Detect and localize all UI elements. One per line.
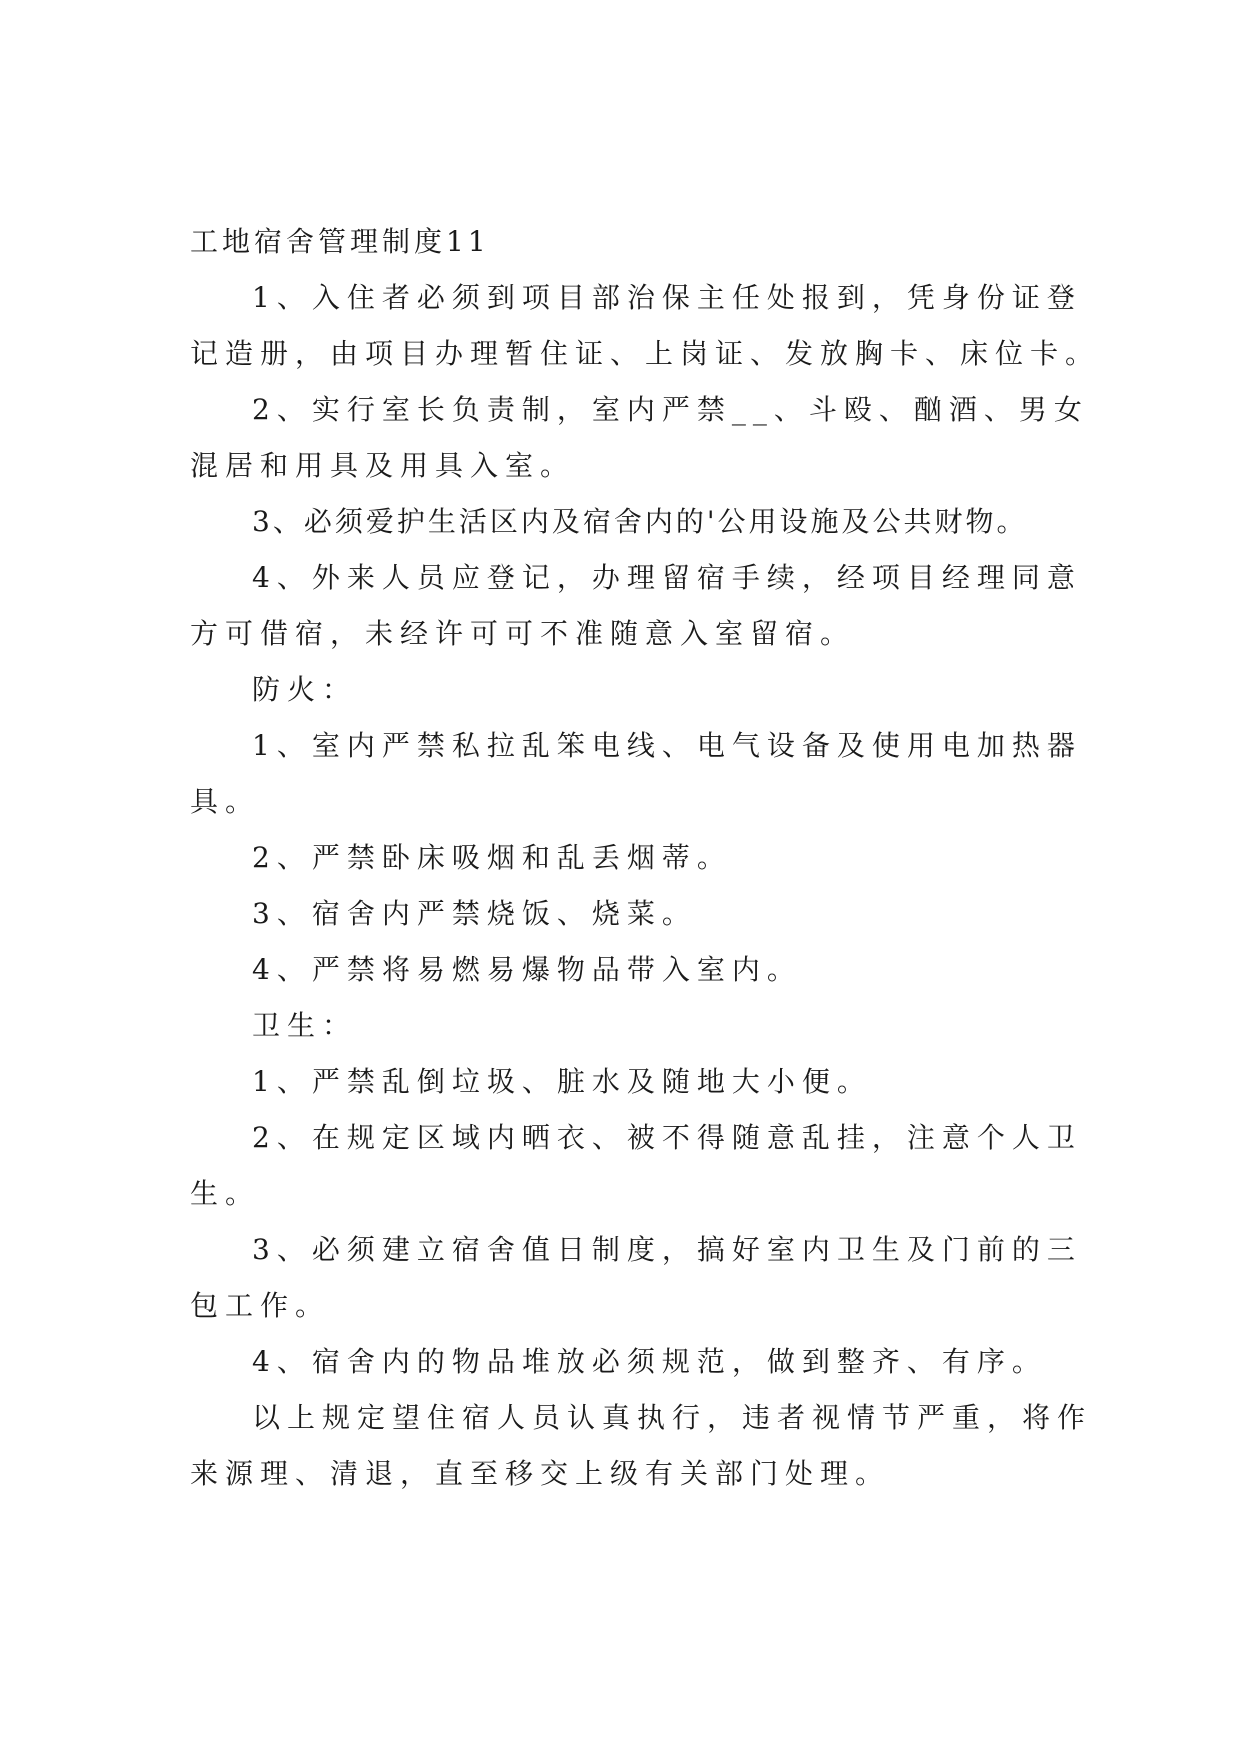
text-line-18: 3、必须建立宿舍值日制度，搞好室内卫生及门前的三 [252, 1233, 1082, 1266]
section-heading-hygiene: 卫生： [252, 1009, 358, 1042]
text-line-1: 1、入住者必须到项目部治保主任处报到，凭身份证登 [252, 281, 1082, 314]
text-line-10: 具。 [190, 785, 261, 818]
text-line-4: 混居和用具及用具入室。 [190, 449, 576, 482]
text-line-7: 方可借宿，未经许可可不准随意入室留宿。 [190, 617, 856, 650]
text-line-22: 来源理、清退，直至移交上级有关部门处理。 [190, 1457, 891, 1490]
text-line-21: 以上规定望住宿人员认真执行，违者视情节严重，将作 [252, 1401, 1093, 1434]
text-line-9: 1、室内严禁私拉乱笨电线、电气设备及使用电加热器 [252, 729, 1082, 762]
text-line-11: 2、严禁卧床吸烟和乱丢烟蒂。 [252, 841, 732, 874]
text-line-13: 4、严禁将易燃易爆物品带入室内。 [252, 953, 802, 986]
text-line-5: 3、必须爱护生活区内及宿舍内的'公用设施及公共财物。 [252, 505, 1028, 538]
text-line-6: 4、外来人员应登记，办理留宿手续，经项目经理同意 [252, 561, 1082, 594]
text-line-2: 记造册，由项目办理暂住证、上岗证、发放胸卡、床位卡。 [190, 337, 1101, 370]
document-title: 工地宿舍管理制度11 [190, 225, 490, 258]
text-line-3: 2、实行室长负责制，室内严禁__、斗殴、酗酒、男女 [252, 393, 1089, 426]
text-line-12: 3、宿舍内严禁烧饭、烧菜。 [252, 897, 697, 930]
section-heading-fire: 防火： [252, 673, 358, 706]
text-line-15: 1、严禁乱倒垃圾、脏水及随地大小便。 [252, 1065, 872, 1098]
text-line-19: 包工作。 [190, 1289, 331, 1322]
text-line-20: 4、宿舍内的物品堆放必须规范，做到整齐、有序。 [252, 1345, 1047, 1378]
text-line-16: 2、在规定区域内晒衣、被不得随意乱挂，注意个人卫 [252, 1121, 1082, 1154]
text-line-17: 生。 [190, 1177, 261, 1210]
